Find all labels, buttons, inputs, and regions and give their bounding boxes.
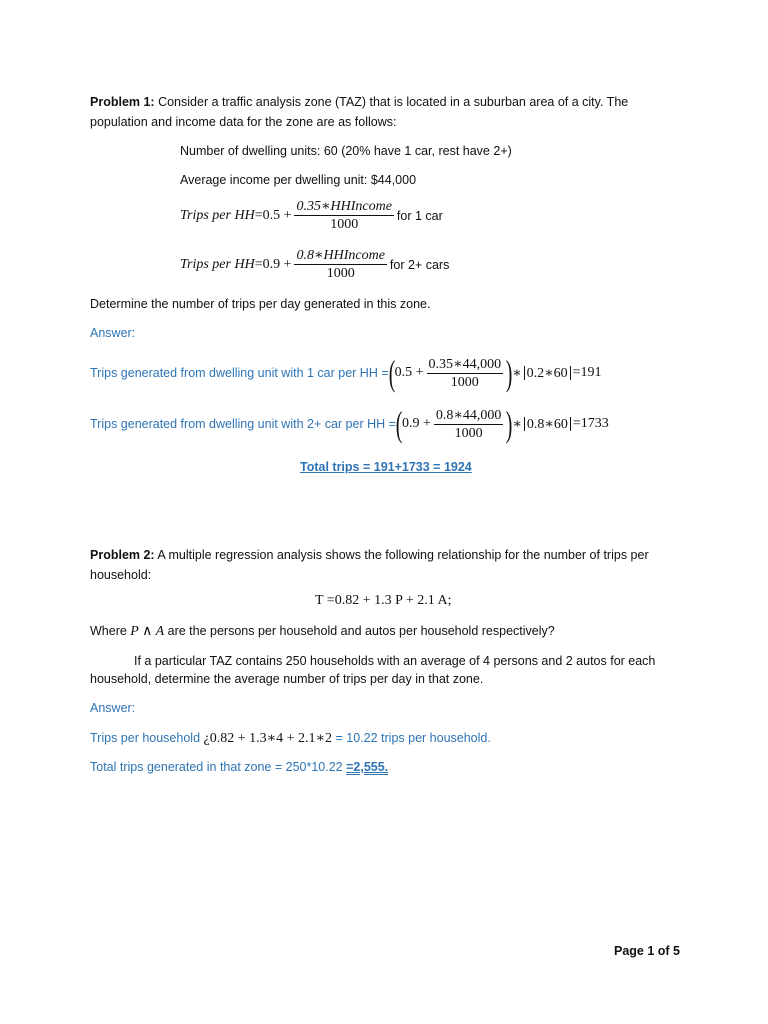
ans1-open-paren: ( [388, 353, 395, 393]
eq2-suffix: for 2+ cars [389, 257, 450, 272]
problem2-answer-label: Answer: [90, 701, 136, 715]
problem2-where [90, 623, 555, 640]
ans2-close-paren: ) [506, 404, 513, 444]
ans2-mult: ∗ [512, 416, 522, 432]
eq2-constant: =0.9 + [254, 256, 292, 272]
problem1-answer-label: Answer: [90, 326, 136, 340]
ans1-bar-right [570, 366, 571, 380]
ans1-numerator: 0.35∗44,000 [428, 356, 502, 372]
ans1-mult: ∗ [512, 365, 522, 381]
problem2-intro-text: A multiple regression analysis shows the following relationship for the number of trips per [154, 548, 649, 562]
eq2-fraction [294, 247, 386, 282]
ans1-denominator: 1000 [450, 374, 479, 390]
problem2-intro-line2: household: [90, 568, 152, 582]
p2-ans2-prefix: Total trips generated in that zone = 250*10.22 [90, 760, 347, 774]
ans1-fraction [427, 356, 504, 391]
problem1-question: Determine the number of trips per day generated in this zone. [90, 297, 431, 311]
problem1-intro-line1 [90, 95, 628, 109]
equation-1car [180, 198, 443, 233]
page-number: Page 1 of 5 [614, 944, 680, 958]
eq1-numerator: 0.35∗HHIncome [296, 199, 392, 214]
problem2-answer-1 [90, 730, 491, 747]
eq2-denominator: 1000 [326, 266, 355, 281]
p2-ans2-value: =2,555. [346, 760, 389, 774]
eq1-suffix: for 1 car [396, 208, 443, 223]
p2-ans1-suffix: = 10.22 trips per household. [332, 731, 491, 745]
eq2-lhs: Trips per HH [180, 256, 255, 272]
eq1-fraction [294, 198, 393, 233]
ans2-numerator: 0.8∗44,000 [435, 407, 502, 423]
ans1-label: Trips generated from dwelling unit with 1 car per HH = [90, 366, 389, 380]
ans2-label: Trips generated from dwelling unit with 2+ car per HH = [90, 417, 396, 431]
p2-ans1-math: ¿0.82 + 1.3∗4 + 2.1∗2 [203, 731, 333, 746]
ans1-close-paren: ) [505, 353, 513, 393]
avg-income-text: Average income per dwelling unit: $44,000 [180, 173, 417, 187]
ans1-constant: 0.5 + [394, 365, 424, 380]
eq1-lhs: Trips per HH [180, 207, 255, 223]
ans2-result: =1733 [572, 416, 609, 431]
ans2-factor: 0.8∗60 [526, 416, 568, 432]
problem2-task-line1: If a particular TAZ contains 250 households with an average of 4 persons and 2 autos for each [134, 654, 656, 668]
problem2-label: Problem 2: [90, 548, 155, 562]
p2-ans1-prefix: Trips per household [90, 731, 204, 745]
ans1-bar-left [524, 366, 525, 380]
answer-2cars [90, 406, 609, 442]
ans2-constant: 0.9 + [401, 416, 431, 431]
problem1-intro-line2: population and income data for the zone are as follows: [90, 115, 397, 129]
ans1-result: =191 [572, 365, 602, 380]
problem2-intro-line1 [90, 548, 649, 562]
ans2-fraction [434, 407, 504, 442]
problem1-label: Problem 1: [90, 95, 155, 109]
dwelling-units-text: Number of dwelling units: 60 (20% have 1 car, rest have 2+) [180, 144, 512, 158]
ans1-factor: 0.2∗60 [526, 365, 568, 381]
ans2-denominator: 1000 [454, 425, 483, 441]
ans2-bar-left [524, 417, 525, 431]
ans2-bar-right [570, 417, 571, 431]
problem2-answer-2 [90, 760, 388, 774]
regression-equation [315, 593, 451, 609]
eq2-numerator: 0.8∗HHIncome [296, 248, 385, 263]
eq1-constant: =0.5 + [254, 207, 292, 223]
where-math: P ∧ A [130, 624, 165, 639]
regression-equation-text: T =0.82 + 1.3 P + 2.1 A; [315, 593, 452, 608]
eq1-denominator: 1000 [330, 217, 359, 232]
where-suffix: are the persons per household and autos per household respectively? [164, 624, 555, 638]
equation-2cars [180, 247, 449, 282]
problem1-intro-text: Consider a traffic analysis zone (TAZ) that is located in a suburban area of a city. The [154, 95, 629, 109]
answer-1car [90, 355, 602, 391]
ans2-open-paren: ( [395, 404, 403, 444]
where-prefix: Where [90, 624, 131, 638]
problem2-task-line2: household, determine the average number of trips per day in that zone. [90, 672, 484, 686]
problem1-total: Total trips = 191+1733 = 1924 [300, 460, 472, 474]
